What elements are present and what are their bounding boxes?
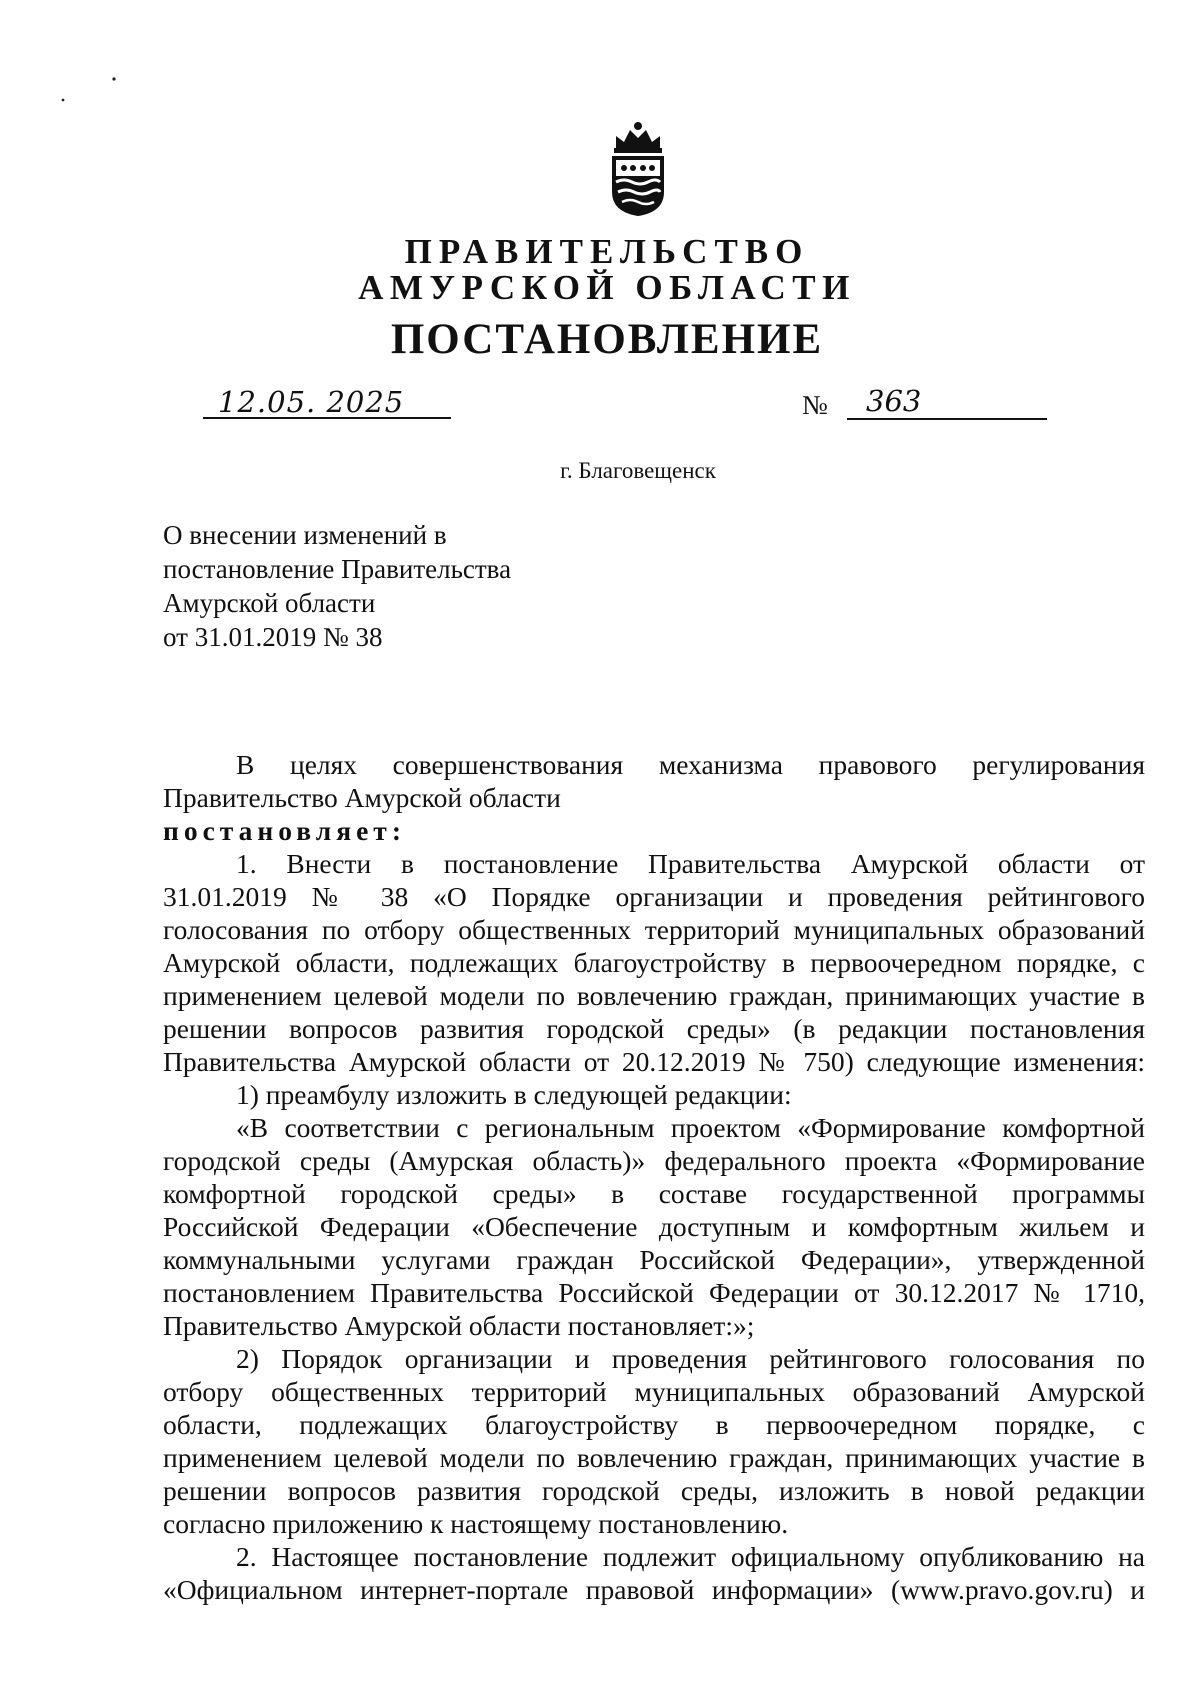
handwritten-date: 12.05. 2025 (218, 385, 405, 419)
body-line: коммунальными услугами граждан Российской Федерации», утвержденной (163, 1244, 1145, 1275)
body-line: «Официальном интернет-портале правовой информации» (www.pravo.gov.ru) и (163, 1574, 1145, 1605)
subject-line: постановление Правительства (163, 554, 512, 584)
body-line: Российской Федерации «Обеспечение доступным и комфортным жильем и (163, 1211, 1145, 1242)
number-underline (847, 418, 1047, 420)
body-line: 31.01.2019 № 38 «О Порядке организации и проведения рейтингового (163, 881, 1145, 912)
body-line: решении вопросов развития городской среды» (в редакции постановления (163, 1013, 1145, 1044)
body-line: В целях совершенствования механизма правового регулирования (236, 749, 1145, 780)
body-line: Правительства Амурской области от 20.12.2019 № 750) следующие изменения: (163, 1046, 1145, 1077)
subject-line: О внесении изменений в (163, 520, 447, 550)
body-line: области, подлежащих благоустройству в первоочередном порядке, с (163, 1409, 1145, 1440)
body-line: отбору общественных территорий муниципальных образований Амурской (163, 1376, 1145, 1407)
subject-line: Амурской области (163, 588, 376, 618)
body-line: голосования по отбору общественных территорий муниципальных образований (163, 914, 1145, 945)
body-line: Правительство Амурской области (163, 782, 561, 813)
body-line: решении вопросов развития городской среды, изложить в новой редакции (163, 1475, 1145, 1506)
body-line: 2. Настоящее постановление подлежит официальному опубликованию на (236, 1541, 1145, 1572)
body-line: постановлением Правительства Российской Федерации от 30.12.2017 № 1710, (163, 1277, 1145, 1308)
body-line: 1) преамбулу изложить в следующей редакции: (236, 1079, 792, 1110)
body-line: 2) Порядок организации и проведения рейтингового голосования по (236, 1343, 1145, 1374)
document-type-title: ПОСТАНОВЛЕНИЕ (390, 316, 824, 363)
org-name-line2: АМУРСКОЙ ОБЛАСТИ (358, 268, 856, 307)
body-line: применением целевой модели по вовлечению граждан, принимающих участие в (163, 980, 1145, 1011)
body-line: Правительство Амурской области постановляет:»; (163, 1310, 755, 1341)
body-line: комфортной городской среды» в составе государственной программы (163, 1178, 1145, 1209)
handwritten-number: 363 (866, 384, 922, 418)
number-sign: № (802, 390, 828, 420)
document-subject (163, 518, 511, 654)
body-line: согласно приложению к настоящему постановлению. (163, 1508, 789, 1539)
resolves-keyword: постановляет: (163, 815, 406, 846)
scan-specks (55, 70, 125, 110)
body-line: применением целевой модели по вовлечению граждан, принимающих участие в (163, 1442, 1145, 1473)
body-line: «В соответствии с региональным проектом «Формирование комфортной (236, 1112, 1145, 1143)
body-line: 1. Внести в постановление Правительства Амурской области от (236, 848, 1145, 879)
city-name: г. Благовещенск (560, 458, 716, 483)
subject-line: от 31.01.2019 № 38 (163, 622, 383, 652)
coat-of-arms-icon (602, 118, 674, 218)
body-line: городской среды (Амурская область)» федерального проекта «Формирование (163, 1145, 1145, 1176)
date-underline (203, 417, 451, 419)
org-name-line1: ПРАВИТЕЛЬСТВО (404, 232, 810, 271)
body-line: Амурской области, подлежащих благоустройству в первоочередном порядке, с (163, 947, 1145, 978)
document-body (163, 748, 1145, 1606)
